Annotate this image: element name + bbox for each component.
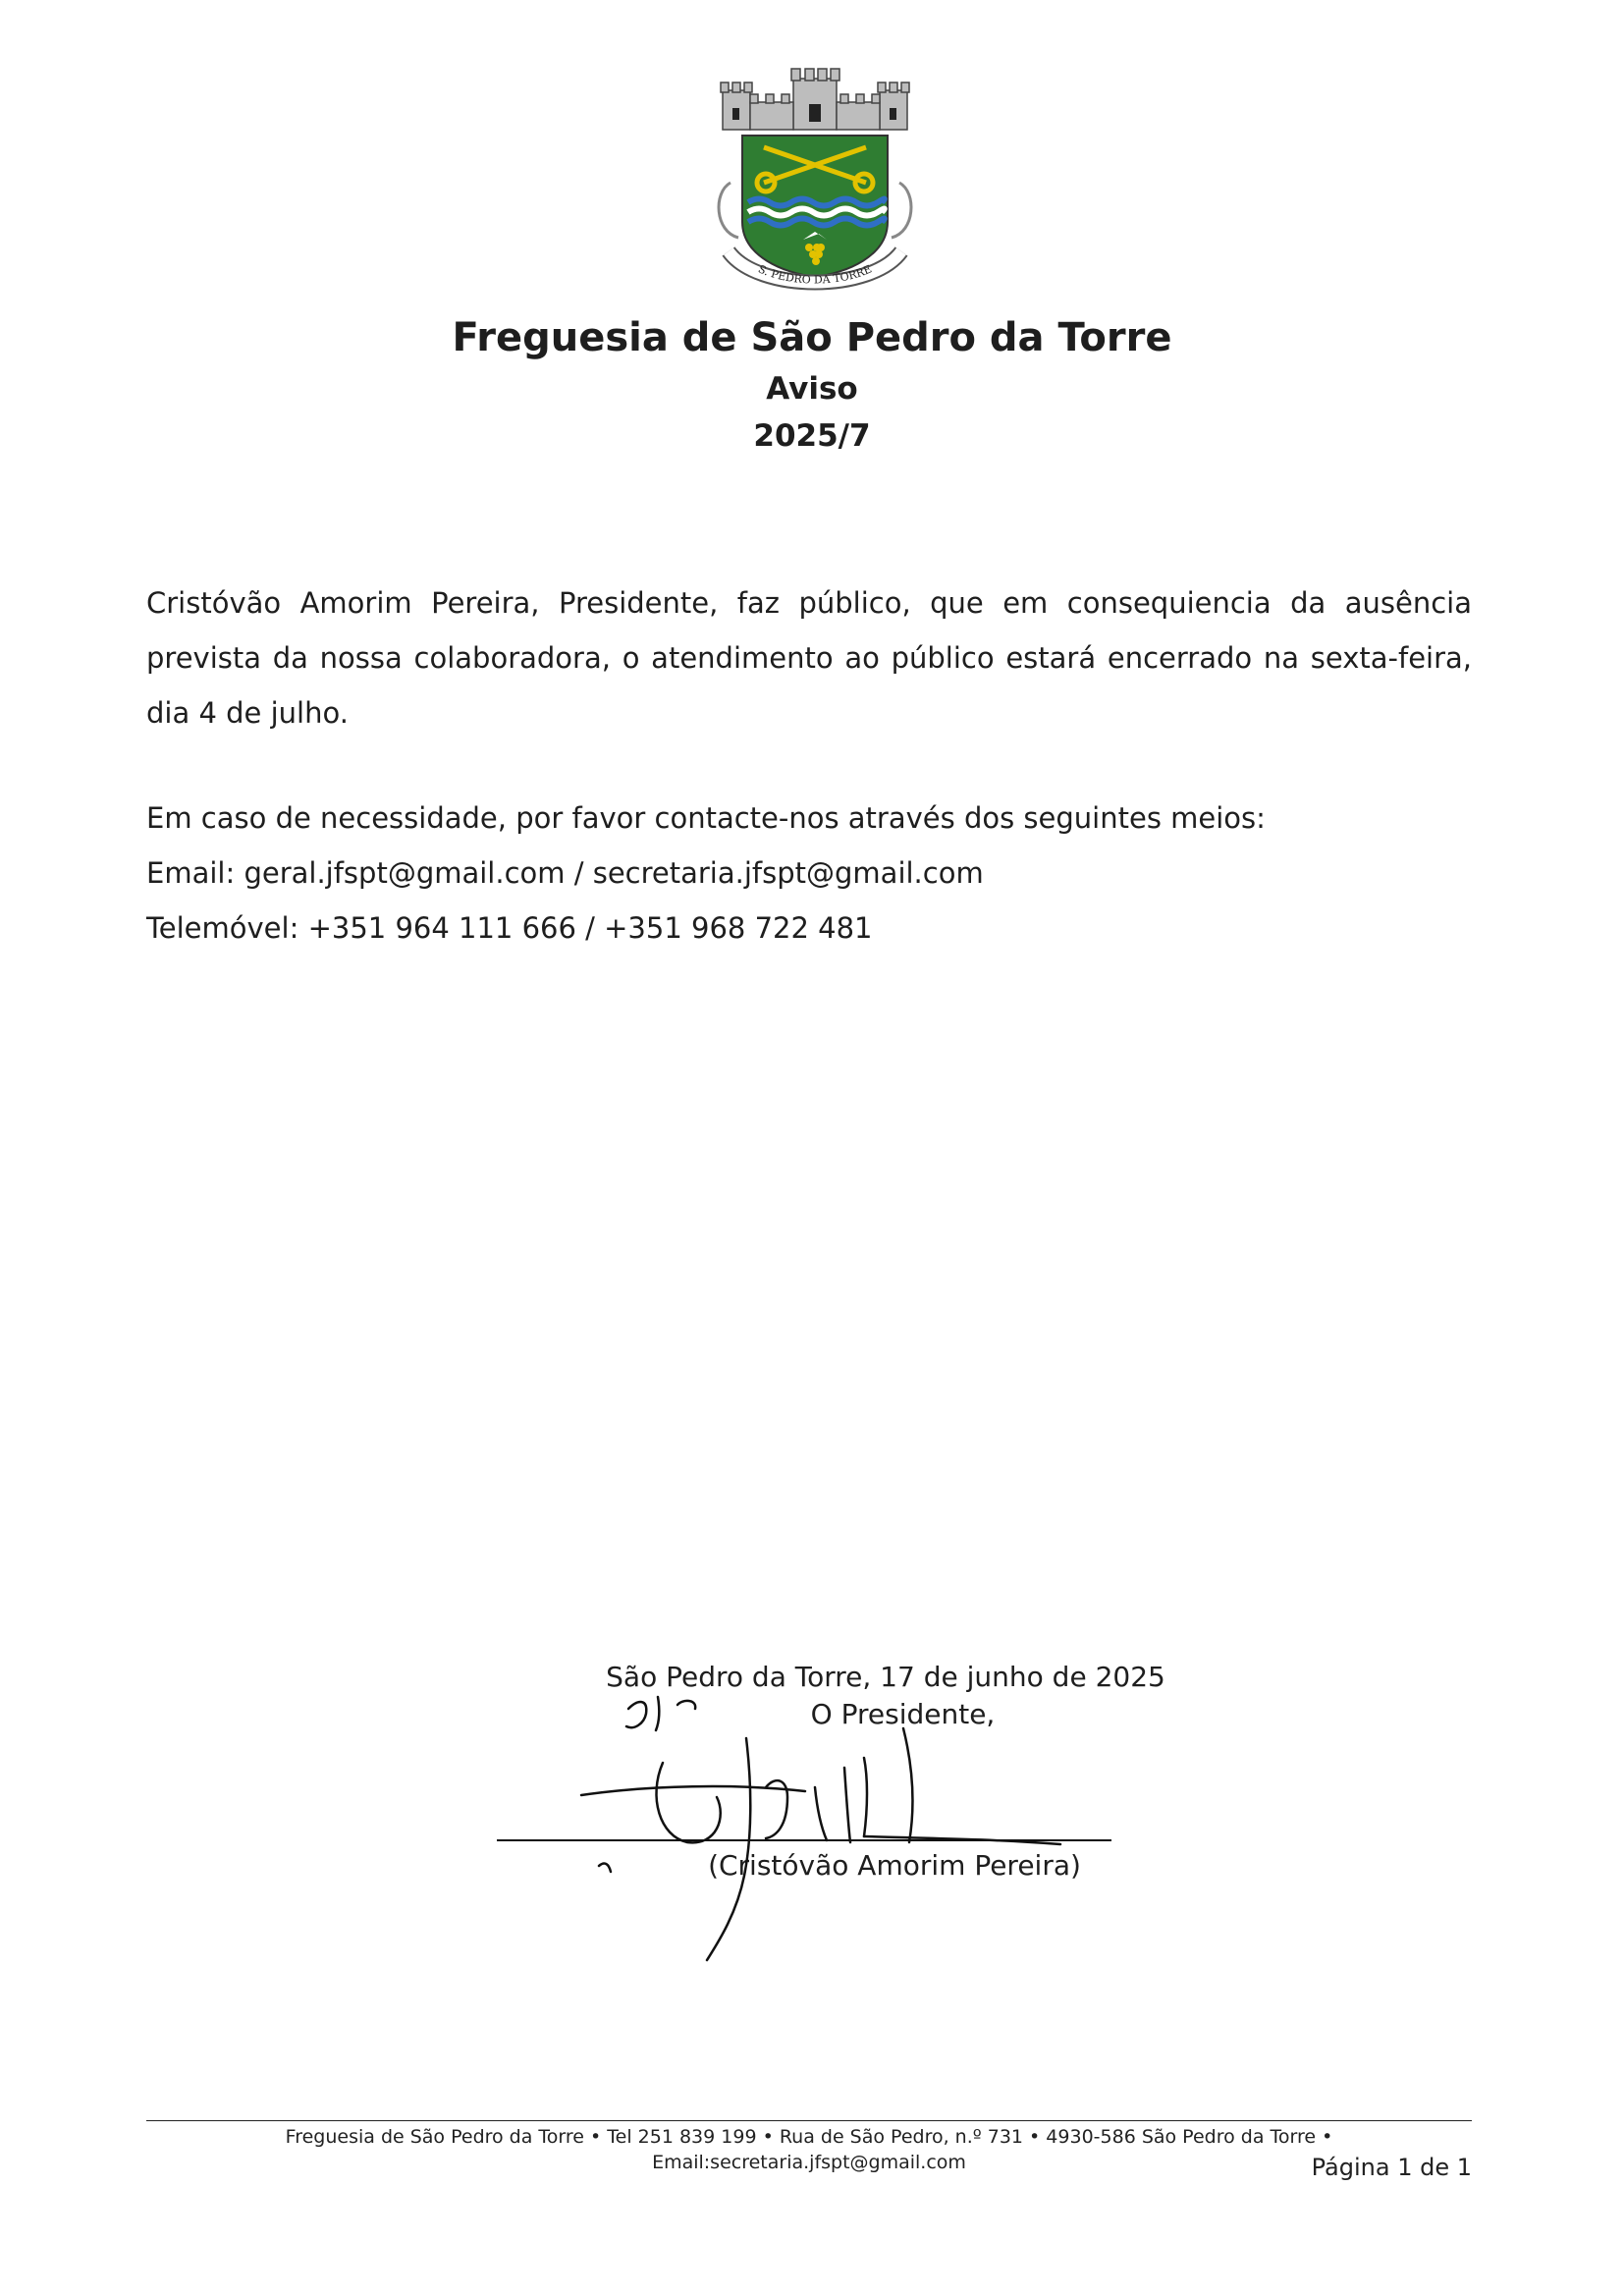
email-line: Email: geral.jfspt@gmail.com / secretaria.jfspt@gmail.com <box>146 856 984 890</box>
contact-block <box>146 791 1472 956</box>
signer-name: (Cristóvão Amorim Pereira) <box>708 1849 1081 1882</box>
signer-role: O Presidente, <box>810 1698 996 1730</box>
phone-line: Telemóvel: +351 964 111 666 / +351 968 722 481 <box>146 911 873 945</box>
contact-intro: Em caso de necessidade, por favor contacte-nos através dos seguintes meios: <box>146 801 1266 835</box>
document-type: Aviso <box>766 371 858 407</box>
place-date: São Pedro da Torre, 17 de junho de 2025 <box>606 1661 1165 1693</box>
page-number: Página 1 de 1 <box>1311 2154 1472 2181</box>
coat-of-arms-logo <box>709 65 921 304</box>
crest-motto: S. PEDRO DA TORRE <box>756 262 874 287</box>
handwritten-signature <box>569 1669 1090 1964</box>
footer-contact: Freguesia de São Pedro da Torre • Tel 251 839 199 • Rua de São Pedro, n.º 731 • 4930-586 São Pedro da Torre • Email:secretaria.jfspt@gmail.com <box>285 2126 1333 2173</box>
footer-divider <box>146 2120 1472 2121</box>
document-number: 2025/7 <box>753 418 871 454</box>
page-title: Freguesia de São Pedro da Torre <box>452 315 1172 360</box>
notice-paragraph: Cristóvão Amorim Pereira, Presidente, faz público, que em consequiencia da ausência prevista da nossa colaboradora, o atendimento ao público estará encerrado na sexta-feira, dia 4 de julho. <box>146 586 1472 730</box>
